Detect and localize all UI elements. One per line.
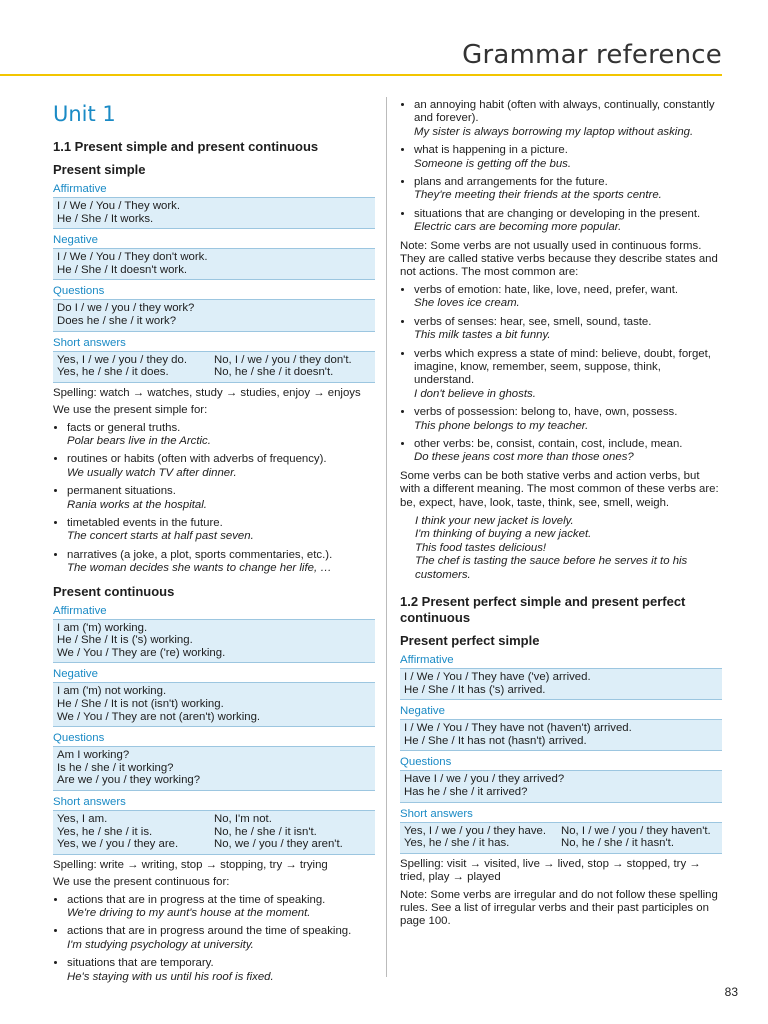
list-item: • what is happening in a picture. Someone is getting off the bus.: [414, 144, 722, 171]
short-answers-no: [561, 825, 718, 850]
table-row: Yes, he / she / it is.: [57, 825, 153, 838]
table-questions: [400, 770, 722, 802]
table-row: No, he / she / it isn't.: [214, 825, 317, 838]
list-item: • verbs which express a state of mind: believe, doubt, forget, imagine, know, remember, seem, suppose, think, understand. I don't believe in ghosts.: [414, 348, 722, 402]
example-sentence: This food tastes delicious!: [415, 541, 547, 554]
usage-list: [53, 422, 375, 576]
label-short-answers: Short answers: [53, 336, 126, 349]
table-row: No, he / she / it hasn't.: [561, 837, 674, 850]
label-questions: Questions: [53, 732, 105, 745]
table-negative: [400, 719, 722, 751]
short-answers-yes: [57, 813, 214, 851]
table-row: We / You / They are ('re) working.: [57, 646, 226, 659]
label-negative: Negative: [53, 668, 98, 681]
table-affirmative: [53, 619, 375, 664]
table-short-answers: [53, 351, 375, 383]
table-row: Have I / we / you / they arrived?: [404, 773, 565, 786]
label-affirmative: Affirmative: [53, 604, 107, 617]
table-row: Has he / she / it arrived?: [404, 785, 528, 798]
example-sentence: I'm thinking of buying a new jacket.: [415, 528, 592, 541]
table-row: I / We / You / They work.: [57, 200, 181, 212]
label-negative: Negative: [53, 234, 98, 247]
table-row: Is he / she / it working?: [57, 761, 174, 774]
label-questions: Questions: [400, 756, 452, 769]
usage-intro: We use the present simple for:: [53, 404, 208, 417]
label-affirmative: Affirmative: [400, 654, 454, 666]
list-item: • plans and arrangements for the future. They're meeting their friends at the sports centre.: [414, 176, 722, 203]
table-row: I am ('m) not working.: [57, 685, 167, 698]
usage-list: [400, 99, 722, 235]
list-item: • facts or general truths. Polar bears live in the Arctic.: [67, 422, 375, 449]
spelling-note: Spelling: watch → watches, study → studies, enjoy → enjoys: [53, 386, 361, 399]
column-divider: [386, 97, 387, 977]
table-row: He / She / It has ('s) arrived.: [404, 683, 546, 696]
list-item: • actions that are in progress at the time of speaking. We're driving to my aunt's house at the moment.: [67, 894, 375, 921]
list-item: • verbs of possession: belong to, have, own, possess. This phone belongs to my teacher.: [414, 406, 722, 433]
short-answers-no: [214, 813, 371, 851]
table-row: Yes, we / you / they are.: [57, 838, 179, 851]
table-row: He / She / It is not (isn't) working.: [57, 698, 224, 710]
unit-title: Unit 1: [53, 102, 116, 126]
list-item: • an annoying habit (often with always, continually, constantly and forever). My sister is always borrowing my laptop without asking.: [414, 99, 722, 139]
table-row: No, I / we / you / they don't.: [214, 353, 352, 366]
list-item: • situations that are changing or developing in the present. Electric cars are becoming more popular.: [414, 208, 722, 235]
short-answers-yes: [404, 825, 561, 850]
label-short-answers: Short answers: [400, 807, 473, 820]
paragraph-stative-action: Some verbs can be both stative verbs and action verbs, but with a different meaning. The most common of these verbs are: be, expect, have, look, taste, think, see, smell, weigh.: [400, 469, 719, 509]
list-item: • routines or habits (often with adverbs of frequency). We usually watch TV after dinner.: [67, 453, 375, 480]
table-row: I / We / You / They don't work.: [57, 251, 208, 264]
subheading-present-perfect-simple: Present perfect simple: [400, 633, 540, 648]
table-affirmative: [53, 197, 375, 229]
usage-list: [53, 894, 375, 984]
table-questions: [53, 299, 375, 331]
note-irregular-verbs: Note: Some verbs are irregular and do not follow these spelling rules. See a list of irregular verbs and their past participles on page 100.: [400, 888, 718, 928]
spelling-note: Spelling: visit → visited, live → lived, stop → stopped, try → tried, play → played: [400, 857, 701, 884]
table-row: Am I working?: [57, 749, 130, 762]
short-answers-no: [214, 354, 371, 379]
label-questions: Questions: [53, 285, 105, 298]
spelling-note: Spelling: write → writing, stop → stopping, try → trying: [53, 858, 328, 871]
table-row: Are we / you / they working?: [57, 774, 201, 787]
list-item: • verbs of emotion: hate, like, love, need, prefer, want. She loves ice cream.: [414, 284, 722, 311]
example-sentences: [400, 515, 722, 582]
table-row: No, I / we / you / they haven't.: [561, 824, 711, 837]
table-row: No, I'm not.: [214, 812, 272, 825]
page-number: 83: [724, 985, 738, 999]
table-row: I / We / You / They have ('ve) arrived.: [404, 671, 591, 683]
table-row: No, he / she / it doesn't.: [214, 366, 334, 379]
list-item: • verbs of senses: hear, see, smell, sound, taste. This milk tastes a bit funny.: [414, 316, 722, 343]
table-row: Does he / she / it work?: [57, 314, 177, 327]
list-item: • timetabled events in the future. The concert starts at half past seven.: [67, 517, 375, 544]
page-header-title: Grammar reference: [462, 40, 722, 70]
section-heading: 1.2 Present perfect simple and present perfect continuous: [400, 594, 686, 625]
header-rule: [0, 74, 722, 76]
label-short-answers: Short answers: [53, 795, 126, 808]
table-row: Yes, I am.: [57, 812, 108, 825]
example-sentence: The chef is tasting the sauce before he serves it to his customers.: [415, 555, 688, 581]
table-row: Yes, I / we / you / they do.: [57, 353, 188, 366]
table-row: Yes, I / we / you / they have.: [404, 824, 547, 837]
table-questions: [53, 746, 375, 791]
stative-verbs-list: [400, 284, 722, 465]
list-item: • narratives (a joke, a plot, sports commentaries, etc.). The woman decides she wants to change her life, …: [67, 549, 375, 576]
table-row: No, we / you / they aren't.: [214, 838, 343, 851]
table-row: I am ('m) working.: [57, 621, 148, 634]
left-column: [53, 97, 375, 989]
table-row: He / She / It works.: [57, 212, 154, 225]
table-row: Yes, he / she / it has.: [404, 837, 510, 850]
table-affirmative: [400, 668, 722, 700]
subheading-present-simple: Present simple: [53, 162, 146, 177]
subheading-present-continuous: Present continuous: [53, 583, 175, 599]
list-item: • situations that are temporary. He's staying with us until his roof is fixed.: [67, 957, 375, 984]
right-column: [400, 99, 722, 933]
table-negative: [53, 682, 375, 727]
table-row: I / We / You / They have not (haven't) arrived.: [404, 722, 632, 735]
list-item: • other verbs: be, consist, contain, cost, include, mean. Do these jeans cost more than those ones?: [414, 438, 722, 465]
usage-intro: We use the present continuous for:: [53, 876, 230, 889]
table-row: Yes, he / she / it does.: [57, 366, 169, 379]
table-row: He / She / It has not (hasn't) arrived.: [404, 734, 587, 747]
table-row: Do I / we / you / they work?: [57, 302, 195, 315]
label-affirmative: Affirmative: [53, 183, 107, 195]
list-item: • actions that are in progress around the time of speaking. I'm studying psychology at university.: [67, 925, 375, 952]
table-row: We / You / They are not (aren't) working.: [57, 710, 261, 723]
label-negative: Negative: [400, 705, 445, 718]
section-heading: 1.1 Present simple and present continuous: [53, 139, 319, 154]
table-row: He / She / It is ('s) working.: [57, 634, 193, 647]
table-negative: [53, 248, 375, 280]
table-short-answers: [53, 810, 375, 855]
example-sentence: I think your new jacket is lovely.: [415, 514, 574, 527]
note-stative-verbs: Note: Some verbs are not usually used in continuous forms. They are called stative verbs because they describe states and not actions. The most common are:: [400, 239, 718, 279]
table-row: He / She / It doesn't work.: [57, 263, 188, 276]
table-short-answers: [400, 822, 722, 854]
short-answers-yes: [57, 354, 214, 379]
list-item: • permanent situations. Rania works at the hospital.: [67, 485, 375, 512]
